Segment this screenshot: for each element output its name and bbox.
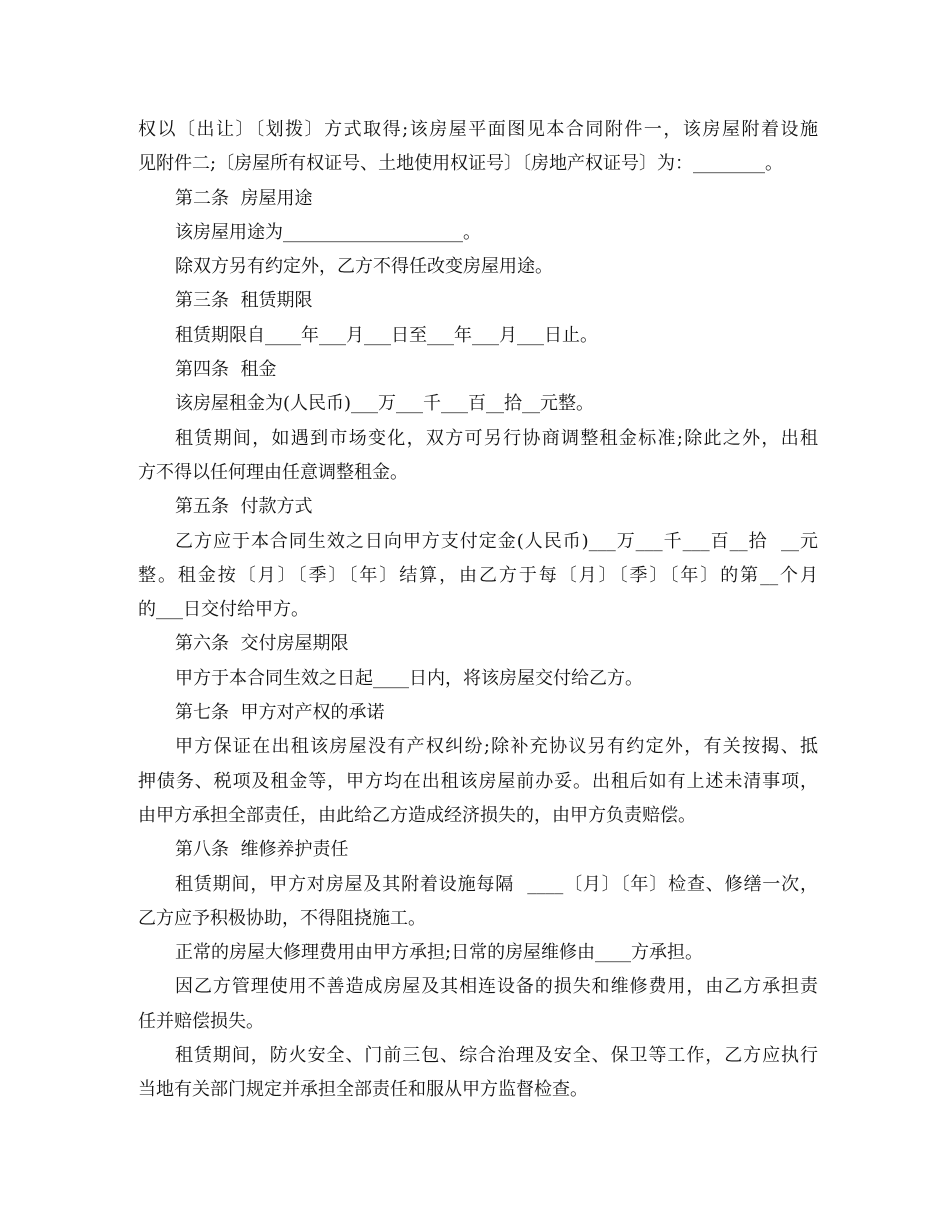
text-line: 该房屋用途为____________________。 [175, 221, 481, 243]
article-heading: 第八条 维修养护责任 [175, 839, 349, 861]
text-line: 正常的房屋大修理费用由甲方承担;日常的房屋维修由____方承担。 [175, 942, 704, 964]
text-line: 任并赔偿损失。 [138, 1010, 264, 1032]
text-line: 押债务、税项及租金等，甲方均在出租该房屋前办妥。出租后如有上述未清事项， [138, 770, 818, 792]
text-line: 当地有关部门规定并承担全部责任和服从甲方监督检查。 [138, 1079, 588, 1101]
text-line: 该房屋租金为(人民币)___万___千___百__拾__元整。 [175, 393, 595, 415]
text-line: 租赁期间，如遇到市场变化，双方可另行协商调整租金标准;除此之外，出租 [175, 427, 818, 449]
text-line: 租赁期间，甲方对房屋及其附着设施每隔 ____〔月〕〔年〕检查、修缮一次， [175, 873, 818, 895]
article-heading: 第六条 交付房屋期限 [175, 633, 349, 655]
text-line: 乙方应予积极协助，不得阻挠施工。 [138, 907, 426, 929]
contract-body [138, 113, 818, 1108]
text-line: 甲方于本合同生效之日起____日内，将该房屋交付给乙方。 [175, 667, 643, 689]
text-line: 整。租金按〔月〕〔季〕〔年〕结算，由乙方于每〔月〕〔季〕〔年〕的第__个月 [138, 564, 818, 586]
text-line: 因乙方管理使用不善造成房屋及其相连设备的损失和维修费用，由乙方承担责 [175, 976, 818, 998]
text-line: 除双方另有约定外，乙方不得任改变房屋用途。 [175, 256, 553, 278]
text-line: 见附件二;〔房屋所有权证号、土地使用权证号〕〔房地产权证号〕为：________。 [138, 153, 784, 175]
text-line: 的___日交付给甲方。 [138, 599, 309, 621]
text-line: 租赁期限自____年___月___日至___年___月___日止。 [175, 324, 598, 346]
text-line: 权以〔出让〕〔划拨〕方式取得;该房屋平面图见本合同附件一，该房屋附着设施 [138, 119, 818, 140]
text-line: 方不得以任何理由任意调整租金。 [138, 461, 408, 483]
article-heading: 第七条 甲方对产权的承诺 [175, 702, 385, 724]
text-line: 乙方应于本合同生效之日向甲方支付定金(人民币)___万___千___百__拾 __元 [175, 530, 818, 552]
article-heading: 第三条 租赁期限 [175, 290, 313, 312]
article-heading: 第四条 租金 [175, 359, 277, 381]
text-line: 租赁期间，防火安全、门前三包、综合治理及安全、保卫等工作，乙方应执行 [175, 1045, 818, 1067]
article-heading: 第二条 房屋用途 [175, 187, 313, 209]
text-line: 由甲方承担全部责任，由此给乙方造成经济损失的，由甲方负责赔偿。 [138, 804, 696, 826]
article-heading: 第五条 付款方式 [175, 496, 313, 518]
text-line: 甲方保证在出租该房屋没有产权纠纷;除补充协议另有约定外，有关按揭、抵 [175, 736, 818, 758]
